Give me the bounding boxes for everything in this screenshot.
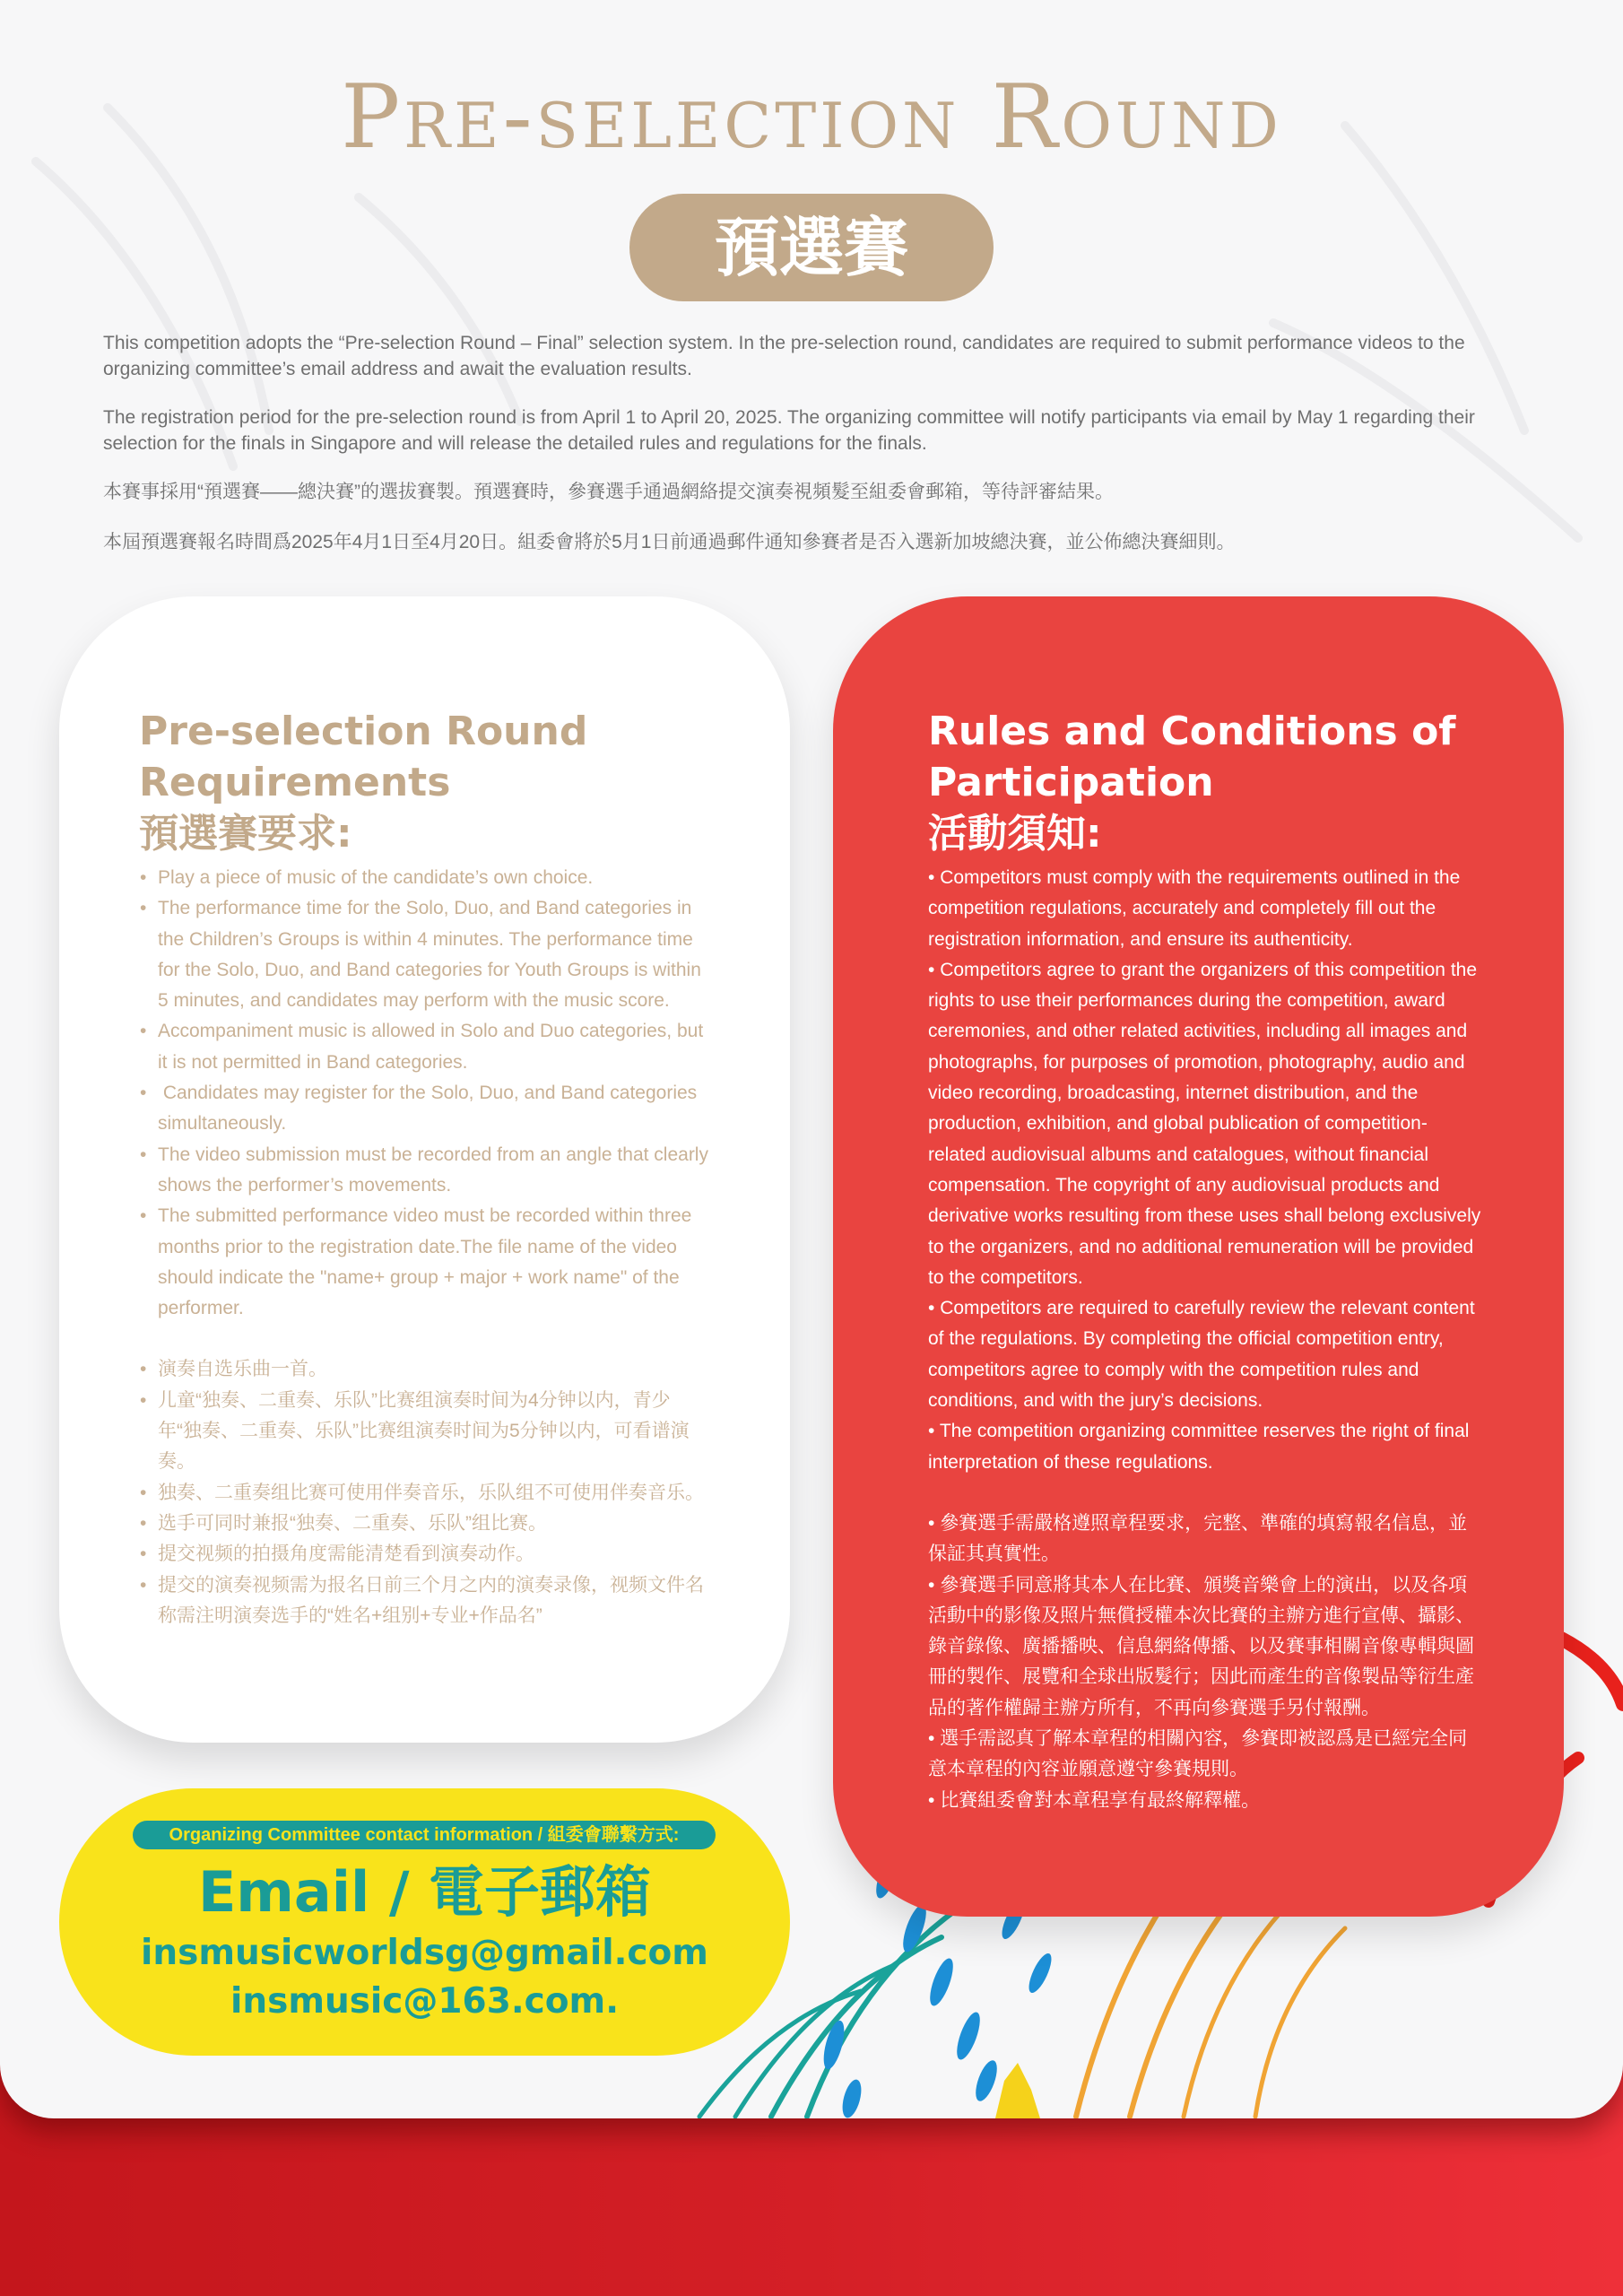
page-title: Pre-selection Round	[341, 66, 1282, 169]
requirement-item-en: • The submitted performance video must be recorded within three months prior to the registration date.The file name of the video should indicate the "name+ group + major + work name" of the performer.	[140, 1201, 714, 1324]
rules-title-en: Rules and Conditions of Participation	[928, 709, 1456, 805]
rules-title-cn: 活動須知:	[928, 811, 1102, 857]
list-spacer	[928, 1478, 1484, 1509]
requirements-title-cn: 預選賽要求:	[139, 811, 352, 857]
email-link-gmail[interactable]: insmusicworldsg@gmail.com	[141, 1933, 708, 1973]
requirement-item-cn: • 独奏、二重奏组比赛可使用伴奏音乐，乐队组不可使用伴奏音乐。	[140, 1478, 714, 1509]
intro-paragraph-cn-2: 本屆預選賽報名時間爲2025年4月1日至4月20日。組委會將於5月1日前通過郵件通知參賽者是否入選新加坡總決賽，並公佈總決賽細則。	[103, 532, 1236, 552]
rule-item-cn: • 參賽選手同意將其本人在比賽、頒獎音樂會上的演出，以及各項活動中的影像及照片無償授權本次比賽的主辦方進行宣傳、攝影、錄音錄像、廣播播映、信息網絡傳播、以及賽事相關音像專輯與圖冊的製作、展覽和全球出版髮行；因此而產生的音像製品等衍生產品的著作權歸主辦方所有，不再向參賽選手另付報酬。	[928, 1570, 1484, 1724]
requirement-item-cn: • 选手可同时兼报“独奏、二重奏、乐队”组比赛。	[140, 1509, 714, 1539]
rules-list	[928, 863, 1484, 1816]
intro-paragraph-cn-1: 本賽事採用“預選賽——總決賽”的選拔賽製。預選賽時，參賽選手通過網絡提交演奏視頻髮至組委會郵箱，等待評審結果。	[103, 482, 1114, 502]
list-spacer	[140, 1324, 714, 1354]
intro-paragraph-en-2: The registration period for the pre-selection round is from April 1 to April 20, 2025. The organizing committee will notify participants via email by May 1 regarding their selection for the finals in Singapore and will release the detailed rules and regulations for the finals.	[103, 407, 1475, 454]
rules-card	[833, 596, 1564, 1917]
rule-item-en: • Competitors agree to grant the organizers of this competition the rights to use their performances during the competition, award ceremonies, and other related activities, including all images and photographs, for purposes of promotion, photography, audio and video recording, broadcasting, internet distribution, and the production, exhibition, and global publication of competition-related audiovisual albums and catalogues, without financial compensation. The copyright of any audiovisual products and derivative works resulting from these uses shall belong exclusively to the organizers, and no additional remuneration will be provided to the competitors.	[928, 955, 1484, 1293]
requirements-list	[140, 863, 714, 1631]
intro-section	[103, 330, 1529, 579]
rule-item-en: • Competitors must comply with the requirements outlined in the competition regulations, accurately and completely fill out the registration information, and ensure its authenticity.	[928, 863, 1484, 955]
requirement-item-cn: • 儿童“独奏、二重奏、乐队”比赛组演奏时间为4分钟以内，青少年“独奏、二重奏、乐队”比赛组演奏时间为5分钟以内，可看谱演奏。	[140, 1386, 714, 1478]
rule-item-cn: • 參賽選手需嚴格遵照章程要求，完整、準確的填寫報名信息，並保証其真實性。	[928, 1509, 1484, 1570]
rule-item-cn: • 比賽組委會對本章程享有最終解釋權。	[928, 1786, 1484, 1816]
requirement-item-en: • Accompaniment music is allowed in Solo and Duo categories, but it is not permitted in Band categories.	[140, 1016, 714, 1078]
contact-label: Organizing Committee contact information / 組委會聯繫方式:	[133, 1821, 716, 1849]
intro-paragraph-en-1: This competition adopts the “Pre-selection Round – Final” selection system. In the pre-selection round, candidates are required to submit performance videos to the organizing committee’s email address and await the evaluation results.	[103, 333, 1465, 379]
requirement-item-en: • The performance time for the Solo, Duo, and Band categories in the Children’s Groups is within 4 minutes. The performance time for the Solo, Duo, and Band categories for Youth Groups is within 5 minutes, and candidates may perform with the music score.	[140, 893, 714, 1016]
rule-item-en: • Competitors are required to carefully review the relevant content of the regulations. By completing the official competition entry, competitors agree to comply with the competition rules and conditions, and with the jury’s decisions.	[928, 1293, 1484, 1416]
rule-item-cn: • 選手需認真了解本章程的相關內容，參賽即被認爲是已經完全同意本章程的內容並願意遵守參賽規則。	[928, 1724, 1484, 1786]
requirements-title	[139, 706, 731, 859]
requirement-item-cn: • 提交的演奏视频需为报名日前三个月之内的演奏录像，视频文件名称需注明演奏选手的“姓名+组别+专业+作品名”	[140, 1570, 714, 1632]
requirement-item-en: • Play a piece of music of the candidate’s own choice.	[140, 863, 714, 893]
requirement-item-en: • Candidates may register for the Solo, Duo, and Band categories simultaneously.	[140, 1078, 714, 1140]
email-link-163[interactable]: insmusic@163.com.	[230, 1981, 620, 2022]
rule-item-en: • The competition organizing committee reserves the right of final interpretation of these regulations.	[928, 1416, 1484, 1478]
requirement-item-en: • The video submission must be recorded from an angle that clearly shows the performer’s movements.	[140, 1140, 714, 1202]
contact-card	[59, 1788, 790, 2056]
requirement-item-cn: • 演奏自选乐曲一首。	[140, 1354, 714, 1385]
requirements-card	[59, 596, 790, 1743]
requirements-title-en: Pre-selection Round Requirements	[139, 709, 588, 805]
requirement-item-cn: • 提交视频的拍摄角度需能清楚看到演奏动作。	[140, 1539, 714, 1570]
contact-heading: Email / 電子郵箱	[197, 1859, 652, 1925]
subtitle-badge: 預選賽	[629, 194, 994, 301]
rules-title	[928, 706, 1520, 859]
